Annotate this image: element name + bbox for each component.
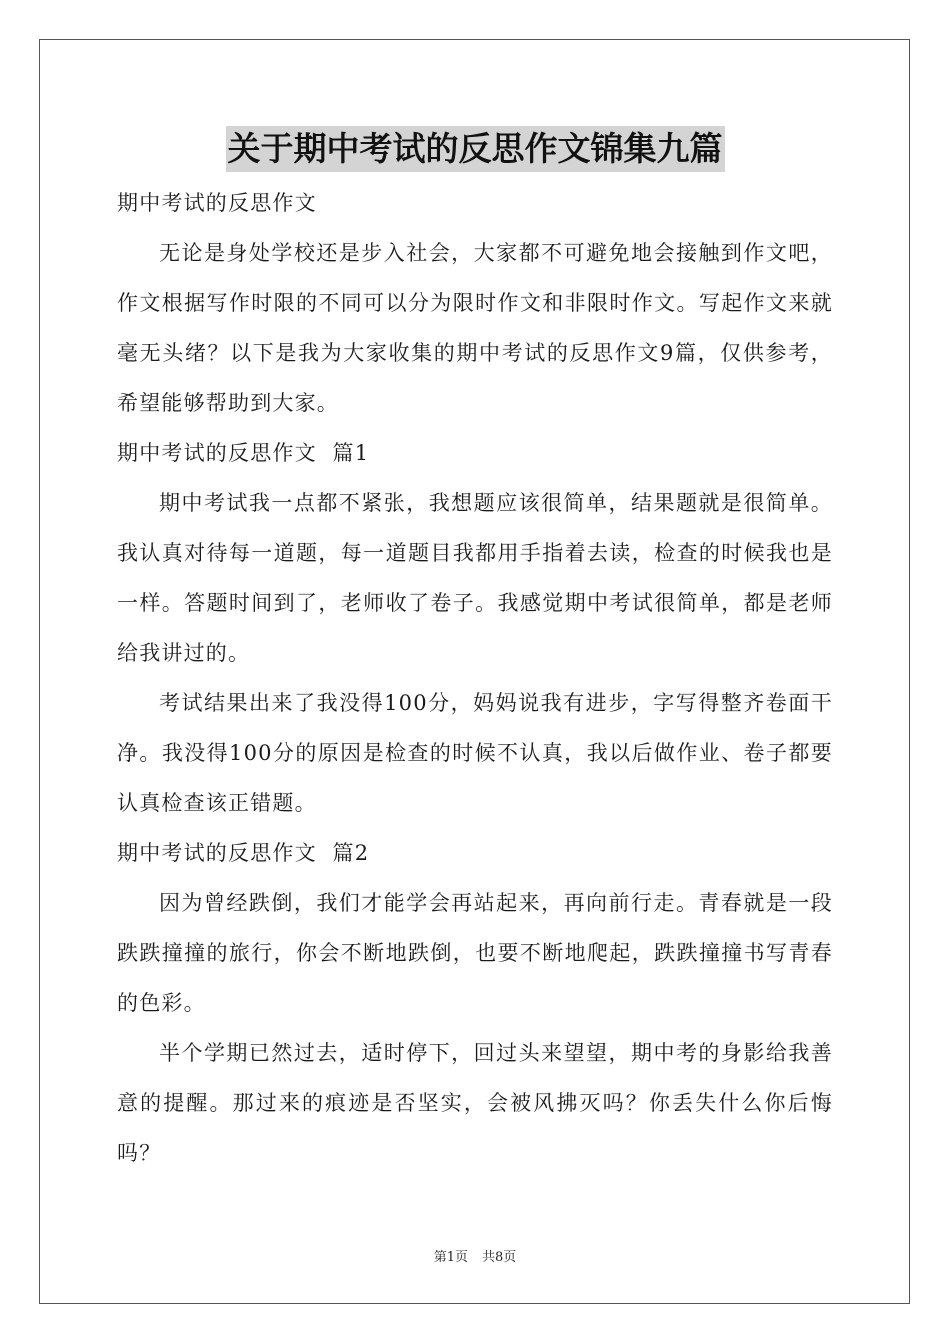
- intro-heading: 期中考试的反思作文: [117, 191, 317, 215]
- page-footer: [0, 1246, 950, 1265]
- document-title: 关于期中考试的反思作文锦集九篇: [226, 126, 725, 172]
- section-1-paragraph-2: 考试结果出来了我没得100分，妈妈说我有进步，字写得整齐卷面干净。我没得100分的原因是检查的时候不认真，我以后做作业、卷子都要认真检查该正错题。: [117, 691, 833, 815]
- intro-paragraph: 无论是身处学校还是步入社会，大家都不可避免地会接触到作文吧，作文根据写作时限的不同可以分为限时作文和非限时作文。写起作文来就毫无头绪？以下是我为大家收集的期中考试的反思作文9篇，仅供参考，希望能够帮助到大家。: [117, 241, 833, 415]
- total-pages: 共8页: [482, 1250, 517, 1265]
- document-body: [117, 178, 833, 1178]
- section-heading-1: 期中考试的反思作文 篇1: [117, 441, 370, 465]
- page-number: 第1页: [433, 1250, 468, 1265]
- section-2-paragraph-1: 因为曾经跌倒，我们才能学会再站起来，再向前行走。青春就是一段跌跌撞撞的旅行，你会不断地跌倒，也要不断地爬起，跌跌撞撞书写青春的色彩。: [117, 891, 833, 1015]
- section-2-paragraph-2: 半个学期已然过去，适时停下，回过头来望望，期中考的身影给我善意的提醒。那过来的痕迹是否坚实，会被风拂灭吗？你丢失什么你后悔吗？: [117, 1041, 833, 1165]
- title-container: [0, 126, 950, 172]
- section-1-paragraph-1: 期中考试我一点都不紧张，我想题应该很简单，结果题就是很简单。我认真对待每一道题，每一道题目我都用手指着去读，检查的时候我也是一样。答题时间到了，老师收了卷子。我感觉期中考试很简单，都是老师给我讲过的。: [117, 491, 833, 665]
- section-heading-2: 期中考试的反思作文 篇2: [117, 841, 370, 865]
